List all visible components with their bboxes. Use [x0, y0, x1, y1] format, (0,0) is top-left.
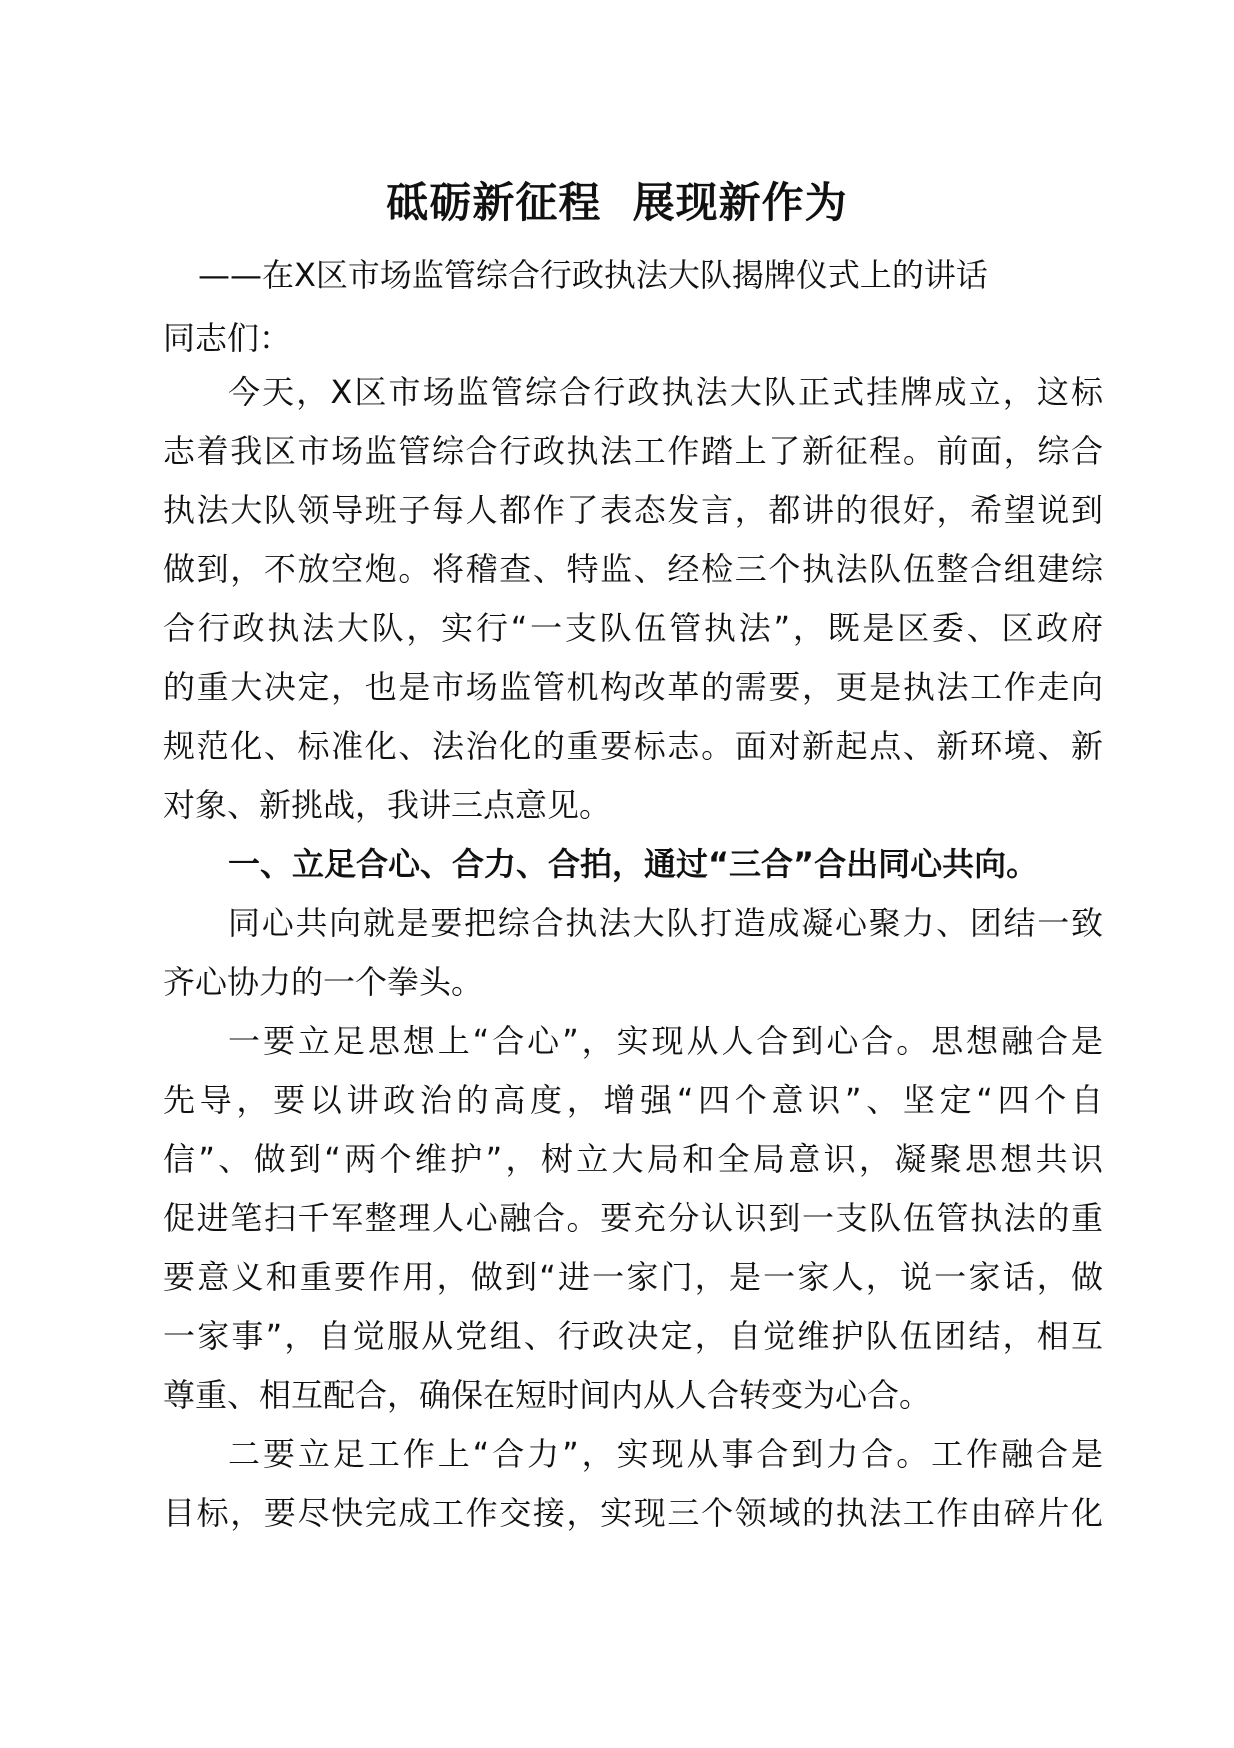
salutation: 同志们： — [163, 319, 292, 357]
paragraph-line: 做到，不放空炮。将稽查、特监、经检三个执法队伍整合组建综 — [163, 550, 1103, 588]
section-heading: 一、立足合心、合力、合拍，通过“三合”合出同心共向。 — [228, 845, 1039, 883]
paragraph-line: 一要立足思想上“合心”，实现从人合到心合。思想融合是 — [228, 1022, 1103, 1060]
paragraph-line: 执法大队领导班子每人都作了表态发言，都讲的很好，希望说到 — [163, 491, 1103, 529]
paragraph-line: 信”、做到“两个维护”，树立大局和全局意识，凝聚思想共识 — [163, 1140, 1103, 1178]
paragraph-line: 规范化、标准化、法治化的重要标志。面对新起点、新环境、新 — [163, 727, 1103, 765]
paragraph-line: 一家事”，自觉服从党组、行政决定，自觉维护队伍团结，相互 — [163, 1317, 1103, 1355]
paragraph-line: 尊重、相互配合，确保在短时间内从人合转变为心合。 — [163, 1376, 932, 1414]
paragraph-line: 今天，X区市场监管综合行政执法大队正式挂牌成立，这标 — [228, 373, 1103, 411]
paragraph-line: 同心共向就是要把综合执法大队打造成凝心聚力、团结一致 — [228, 904, 1103, 942]
paragraph-line: 二要立足工作上“合力”，实现从事合到力合。工作融合是 — [228, 1435, 1103, 1473]
paragraph-line: 的重大决定，也是市场监管机构改革的需要，更是执法工作走向 — [163, 668, 1103, 706]
paragraph-line: 合行政执法大队，实行“一支队伍管执法”，既是区委、区政府 — [163, 609, 1103, 647]
paragraph-line: 对象、新挑战，我讲三点意见。 — [163, 786, 612, 824]
paragraph-line: 促进笔扫千军整理人心融合。要充分认识到一支队伍管执法的重 — [163, 1199, 1103, 1237]
paragraph-line: 先导，要以讲政治的高度，增强“四个意识”、坚定“四个自 — [163, 1081, 1103, 1119]
paragraph-line: 目标，要尽快完成工作交接，实现三个领域的执法工作由碎片化 — [163, 1494, 1103, 1532]
document-subtitle: ——在X区市场监管综合行政执法大队揭牌仪式上的讲话 — [198, 256, 988, 294]
paragraph-line: 要意义和重要作用，做到“进一家门，是一家人，说一家话，做 — [163, 1258, 1103, 1296]
paragraph-line: 齐心协力的一个拳头。 — [163, 963, 484, 1001]
paragraph-line: 志着我区市场监管综合行政执法工作踏上了新征程。前面，综合 — [163, 432, 1103, 470]
document-title: 砥砺新征程 展现新作为 — [386, 178, 848, 227]
